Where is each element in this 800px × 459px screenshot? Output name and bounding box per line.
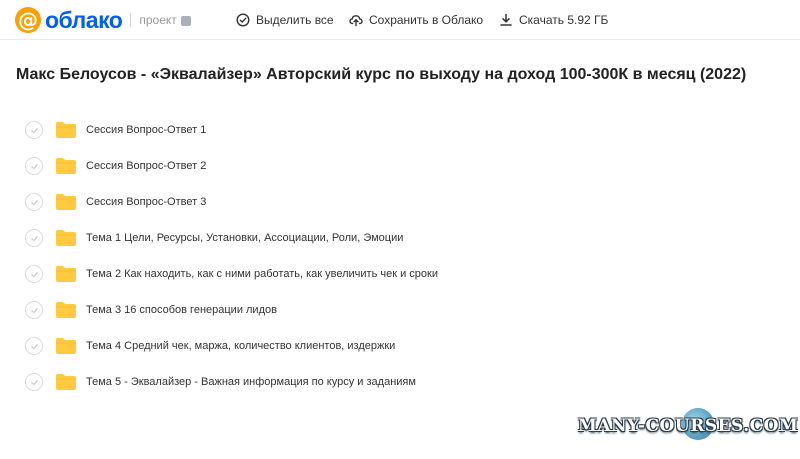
select-checkbox[interactable] <box>25 193 43 211</box>
check-icon <box>30 126 39 135</box>
select-checkbox[interactable] <box>25 265 43 283</box>
select-checkbox[interactable] <box>25 301 43 319</box>
folder-row[interactable] <box>0 328 800 364</box>
select-checkbox[interactable] <box>25 337 43 355</box>
logo-divider <box>130 13 131 27</box>
folder-row[interactable] <box>0 256 800 292</box>
check-icon <box>30 162 39 171</box>
folder-name: Сессия Вопрос-Ответ 3 <box>86 196 207 208</box>
check-icon <box>30 198 39 207</box>
folder-icon <box>56 266 76 282</box>
select-checkbox[interactable] <box>25 373 43 391</box>
watermark <box>578 408 799 442</box>
check-icon <box>30 306 39 315</box>
select-all-button[interactable] <box>236 11 334 29</box>
select-all-label: Выделить все <box>256 13 334 27</box>
at-logo-icon: @ <box>15 7 41 33</box>
folder-name: Сессия Вопрос-Ответ 2 <box>86 160 207 172</box>
top-bar <box>0 0 800 40</box>
select-checkbox[interactable] <box>25 229 43 247</box>
folder-icon <box>56 194 76 210</box>
download-label: Скачать 5.92 ГБ <box>519 13 609 27</box>
page-title: Макс Белоусов - «Эквалайзер» Авторский курс по выходу на доход 100-300К в месяц (2022) <box>16 66 747 83</box>
vk-badge-icon <box>181 16 191 26</box>
save-to-cloud-label: Сохранить в Облако <box>369 13 484 27</box>
folder-icon <box>56 230 76 246</box>
cloud-logo[interactable] <box>15 7 191 33</box>
select-checkbox[interactable] <box>25 121 43 139</box>
save-to-cloud-button[interactable] <box>349 11 483 29</box>
folder-name: Сессия Вопрос-Ответ 1 <box>86 124 207 136</box>
download-icon <box>499 13 513 27</box>
watermark-text: MANY-COURSES.COM <box>578 416 799 436</box>
check-icon <box>30 378 39 387</box>
folder-name: Тема 1 Цели, Ресурсы, Установки, Ассоциации, Роли, Эмоции <box>86 232 404 244</box>
cloud-upload-icon <box>349 13 363 27</box>
folder-icon <box>56 338 76 354</box>
logo-subtitle: проект <box>139 13 177 27</box>
check-circle-icon <box>236 13 250 27</box>
folder-name: Тема 3 16 способов генерации лидов <box>86 304 277 316</box>
folder-row[interactable] <box>0 292 800 328</box>
folder-name: Тема 4 Средний чек, маржа, количество клиентов, издержки <box>86 340 396 352</box>
check-icon <box>30 270 39 279</box>
folder-icon <box>56 158 76 174</box>
folder-row[interactable] <box>0 220 800 256</box>
folder-name: Тема 2 Как находить, как с ними работать, как увеличить чек и сроки <box>86 268 438 280</box>
folder-icon <box>56 374 76 390</box>
check-icon <box>30 342 39 351</box>
folder-row[interactable] <box>0 112 800 148</box>
folder-row[interactable] <box>0 148 800 184</box>
check-icon <box>30 234 39 243</box>
folder-row[interactable] <box>0 184 800 220</box>
folder-icon <box>56 122 76 138</box>
folder-icon <box>56 302 76 318</box>
folder-name: Тема 5 - Эквалайзер - Важная информация по курсу и заданиям <box>86 376 416 388</box>
logo-text: облако <box>45 7 123 33</box>
folder-row[interactable] <box>0 364 800 400</box>
download-button[interactable] <box>499 11 608 29</box>
select-checkbox[interactable] <box>25 157 43 175</box>
